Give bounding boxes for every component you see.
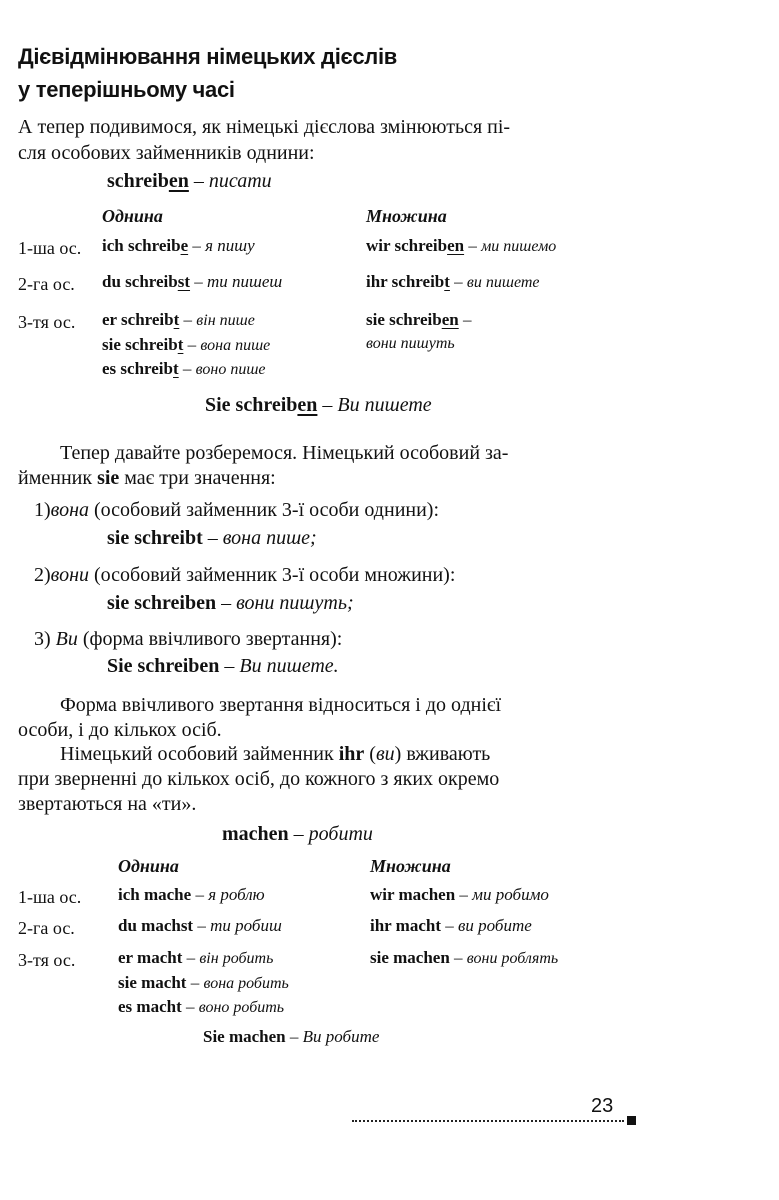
table1-polite-form	[205, 394, 432, 417]
dash: –	[454, 272, 463, 291]
pronoun-form: wir schreib	[366, 236, 448, 255]
meaning-3-example	[107, 655, 339, 678]
translation: вона робить	[203, 975, 289, 992]
meaning-1	[34, 499, 439, 522]
translation: ви пишете	[466, 274, 540, 291]
table1-verb-ending: en	[168, 170, 189, 192]
meaning-word: Ви	[55, 628, 78, 650]
explain-line-2	[18, 467, 276, 490]
dash: –	[459, 885, 468, 904]
translation: Ви пишете	[337, 394, 432, 416]
ending: t	[173, 310, 180, 329]
meaning-2	[34, 564, 455, 587]
pronoun-form: es macht	[118, 997, 182, 1016]
dash: –	[445, 916, 454, 935]
translation: він робить	[199, 950, 274, 967]
table2-row3-singular-es	[118, 997, 284, 1017]
table2-verb-translation: робити	[308, 823, 373, 845]
dash: –	[221, 592, 232, 614]
dash: –	[224, 655, 235, 677]
meaning-word: вона	[50, 499, 90, 521]
dash: –	[187, 335, 197, 354]
translation: ми пишемо	[481, 238, 557, 255]
example: Sie schreiben	[107, 655, 220, 677]
dash: –	[186, 948, 196, 967]
table1-row2-singular	[102, 272, 282, 292]
dash: –	[207, 527, 218, 549]
table2-row2-plural	[370, 916, 532, 936]
pronoun-form: ihr schreib	[366, 272, 445, 291]
pronoun-translation: ви	[375, 743, 395, 765]
table2-row1-plural	[370, 885, 549, 905]
translation: Ви робите	[302, 1027, 380, 1046]
polite-para-line-2: особи, і до кількох осіб.	[18, 719, 222, 741]
ihr-para-line-3: звертаються на «ти».	[18, 793, 197, 815]
table1-header-plural: Множина	[366, 206, 447, 226]
translation: ти пишеш	[207, 272, 283, 291]
example: sie schreiben	[107, 592, 217, 614]
ending: en	[441, 310, 459, 329]
translation: воно пише	[195, 361, 266, 378]
table1-row3-singular-es	[102, 359, 266, 379]
table2-row2-person: 2-га ос.	[18, 918, 75, 938]
text: йменник	[18, 467, 98, 489]
translation: я пишу	[205, 236, 255, 255]
table2-row3-singular-sie	[118, 973, 289, 993]
dash: –	[322, 394, 333, 416]
table2-row3-person: 3-тя ос.	[18, 950, 76, 970]
table2-row3-singular-er	[118, 948, 273, 968]
list-number: 3)	[34, 628, 51, 650]
table1-row2-person: 2-га ос.	[18, 274, 75, 294]
pronoun-form: ich mache	[118, 885, 192, 904]
table2-row2-singular	[118, 916, 282, 936]
dash: –	[197, 916, 206, 935]
dash: –	[190, 973, 200, 992]
list-number: 1)	[34, 499, 51, 521]
table1-verb-heading	[107, 170, 272, 193]
table2-row1-person: 1-ша ос.	[18, 887, 82, 907]
explain-line-1: Тепер давайте розберемося. Німецький особовий за-	[60, 442, 509, 464]
meaning-3	[34, 628, 342, 651]
translation: він пише	[196, 312, 255, 329]
ihr-para-line-1	[60, 743, 490, 766]
translation: ми робимо	[472, 885, 549, 904]
table1-row3-plural-translation: вони пишуть	[366, 335, 455, 352]
pronoun-form: er schreib	[102, 310, 174, 329]
dash: –	[289, 1027, 299, 1046]
pronoun-form: es schreib	[102, 359, 173, 378]
ending: e	[180, 236, 189, 255]
example: sie schreibt	[107, 527, 203, 549]
table1-row1-person: 1-ша ос.	[18, 238, 82, 258]
page-number: 23	[591, 1095, 614, 1117]
meaning-description: (форма ввічливого звертання):	[82, 628, 343, 650]
text: ) вживають	[394, 743, 491, 765]
ending: t	[173, 359, 179, 378]
text: має три значення:	[119, 467, 276, 489]
footer-dotted-rule	[352, 1120, 624, 1122]
translation: ви робите	[458, 916, 532, 935]
dash: –	[468, 236, 477, 255]
meaning-2-example	[107, 592, 354, 615]
intro-line-2: сля особових займенників однини:	[18, 142, 315, 164]
pronoun-form: sie machen	[370, 948, 450, 967]
translation: я роблю	[208, 885, 265, 904]
table1-verb-stem: schreib	[107, 170, 169, 192]
pronoun-form: er macht	[118, 948, 183, 967]
dash: –	[192, 236, 201, 255]
dash: –	[293, 823, 304, 845]
table1-row3-singular-er	[102, 310, 255, 330]
example-translation: Ви пишете.	[239, 655, 339, 677]
dash: –	[182, 359, 192, 378]
page-title-line-1: Дієвідмінювання німецьких дієслів	[18, 44, 398, 69]
translation: вона пише	[200, 337, 271, 354]
translation: воно робить	[198, 999, 285, 1016]
table1-row3-person: 3-тя ос.	[18, 312, 76, 332]
pronoun-form: wir machen	[370, 885, 456, 904]
table2-header-plural: Множина	[370, 856, 451, 876]
ending: en	[297, 394, 318, 416]
dash: –	[195, 885, 204, 904]
pronoun-ihr: ihr	[338, 743, 365, 765]
dash: –	[454, 948, 463, 967]
dash: –	[185, 997, 195, 1016]
example-translation: вони пишуть;	[236, 592, 354, 614]
dash: –	[194, 272, 203, 291]
table2-row1-singular	[118, 885, 265, 905]
ending: st	[177, 272, 191, 291]
page-title-line-2: у теперішньому часі	[18, 77, 235, 102]
dash: –	[462, 310, 472, 329]
table2-row3-plural	[370, 948, 558, 968]
table1-header-singular: Однина	[102, 206, 163, 226]
pronoun-form: du schreib	[102, 272, 178, 291]
ending: en	[447, 236, 465, 255]
meaning-description: (особовий займенник 3-ї особи множини):	[94, 564, 456, 586]
pronoun-form: sie schreib	[366, 310, 442, 329]
pronoun-form: sie macht	[118, 973, 187, 992]
table1-row1-plural	[366, 236, 556, 256]
pronoun-form: du machst	[118, 916, 194, 935]
dash: –	[193, 170, 204, 192]
pronoun-sie: sie	[97, 467, 120, 489]
table1-row1-singular	[102, 236, 255, 256]
text: Німецький особовий займенник	[60, 743, 339, 765]
meaning-word: вони	[50, 564, 90, 586]
table1-row3-plural	[366, 310, 471, 330]
dash: –	[183, 310, 193, 329]
ending: t	[177, 335, 184, 354]
translation: вони роблять	[466, 950, 559, 967]
meaning-description: (особовий займенник 3-ї особи однини):	[94, 499, 440, 521]
pronoun-form: Sie machen	[203, 1027, 286, 1046]
text: (	[364, 743, 376, 765]
pronoun-form: Sie schreib	[205, 394, 298, 416]
translation: ти робиш	[210, 916, 282, 935]
ihr-para-line-2: при зверненні до кількох осіб, до кожного з яких окремо	[18, 768, 500, 790]
table2-verb: machen	[222, 823, 289, 845]
pronoun-form: ich schreib	[102, 236, 181, 255]
example-translation: вона пише;	[222, 527, 317, 549]
table1-row2-plural	[366, 272, 540, 292]
table1-row3-singular-sie	[102, 335, 270, 355]
intro-line-1: А тепер подивимося, як німецькі дієслова змінюються пі-	[18, 116, 511, 138]
list-number: 2)	[34, 564, 51, 586]
footer-square-marker	[627, 1116, 636, 1125]
meaning-1-example	[107, 527, 317, 550]
table2-verb-heading	[222, 823, 373, 846]
table2-header-singular: Однина	[118, 856, 179, 876]
polite-para-line-1: Форма ввічливого звертання відноситься і до однієї	[60, 694, 502, 716]
table1-verb-translation: писати	[208, 170, 272, 192]
pronoun-form: ihr macht	[370, 916, 441, 935]
ending: t	[444, 272, 450, 291]
table2-polite-form	[203, 1027, 379, 1047]
pronoun-form: sie schreib	[102, 335, 178, 354]
